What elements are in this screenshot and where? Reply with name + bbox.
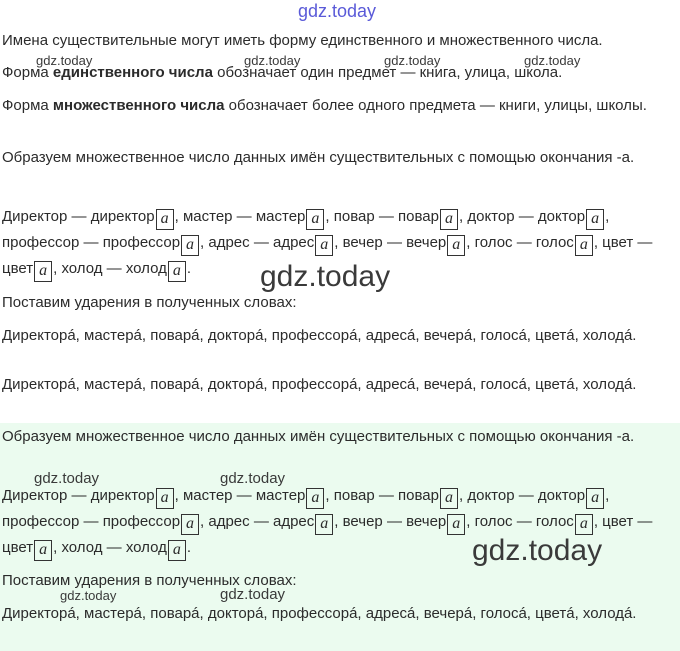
singular-word: голос: [474, 234, 513, 251]
plural-stem: голос: [535, 513, 574, 530]
task-text: Образуем множественное число данных имён существительных с помощью окончания -а.: [2, 149, 635, 166]
ending-box: а: [586, 488, 604, 509]
ending-box: а: [575, 514, 593, 535]
singular-word: цвет: [602, 234, 634, 251]
ending-box: а: [156, 488, 174, 509]
stressed-words: Директорá, мастерá, поварá, докторá, профессорá, адресá, вечерá, голосá, цветá, холодá.: [2, 376, 637, 393]
watermark: gdz.today: [384, 53, 441, 68]
watermark: gdz.today: [220, 586, 286, 603]
plural-stem: профессор: [102, 234, 181, 251]
watermark: gdz.today: [220, 470, 286, 487]
ending-box: а: [447, 514, 465, 535]
plural-stem: повар: [398, 208, 439, 225]
ending-box: а: [586, 209, 604, 230]
singular-word: повар: [333, 487, 375, 504]
stress-title: Поставим ударения в полученных словах:: [2, 572, 297, 589]
singular-word: Директор: [2, 487, 68, 504]
stressed-words: Директорá, мастерá, поварá, докторá, профессорá, адресá, вечерá, голосá, цветá, холодá.: [2, 605, 637, 622]
plural-stem: повар: [398, 487, 439, 504]
singular-word: вечер: [342, 234, 383, 251]
stressed-words: Директорá, мастерá, поварá, докторá, профессорá, адресá, вечерá, голосá, цветá, холодá.: [2, 327, 637, 344]
ending-box: а: [181, 235, 199, 256]
singular-word: цвет: [602, 513, 634, 530]
plural-stem: цвет: [2, 260, 34, 277]
singular-word: голос: [474, 513, 513, 530]
watermark: gdz.today: [60, 588, 117, 603]
singular-word: мастер: [182, 208, 233, 225]
plural-stem: холод: [125, 539, 167, 556]
singular-word: мастер: [182, 487, 233, 504]
ending-box: а: [440, 488, 458, 509]
singular-term: единственного числа: [52, 64, 213, 81]
plural-stem: директор: [90, 487, 155, 504]
plural-stem: вечер: [406, 234, 447, 251]
plural-stem: мастер: [255, 487, 306, 504]
task-text: Образуем множественное число данных имён существительных с помощью окончания -а.: [2, 428, 635, 445]
ending-box: а: [447, 235, 465, 256]
stress-title: Поставим ударения в полученных словах:: [2, 294, 297, 311]
intro-line: Имена существительные могут иметь форму единственного и множественного числа.: [2, 32, 603, 49]
singular-word: вечер: [342, 513, 383, 530]
singular-word: холод: [61, 539, 103, 556]
watermark: gdz.today: [244, 53, 301, 68]
ending-box: а: [34, 540, 52, 561]
singular-word: доктор: [467, 487, 515, 504]
plural-stem: доктор: [537, 208, 586, 225]
plural-stem: профессор: [102, 513, 181, 530]
plural-stem: доктор: [537, 487, 586, 504]
watermark: gdz.today: [36, 53, 93, 68]
plural-definition: Форма множественного числа обозначает более одного предмета — книги, улицы, школы.: [2, 97, 647, 114]
ending-box: а: [440, 209, 458, 230]
singular-word: адрес: [208, 513, 250, 530]
singular-word: адрес: [208, 234, 250, 251]
plural-stem: вечер: [406, 513, 447, 530]
plural-stem: голос: [535, 234, 574, 251]
header-watermark: gdz.today: [298, 1, 377, 21]
ending-box: а: [168, 261, 186, 282]
watermark: gdz.today: [472, 534, 603, 567]
word-pairs: Директор — директор а , мастер — мастер а , повар — повар а , доктор — доктор а , профессор — профессор а , адрес — адрес а , вечер — вечер а , голос — голос а , цвет — цвет а , холод — холод а .: [2, 483, 678, 561]
singular-word: холод: [61, 260, 103, 277]
plural-stem: адрес: [273, 234, 315, 251]
plural-stem: мастер: [255, 208, 306, 225]
ending-box: а: [306, 209, 324, 230]
plural-stem: адрес: [273, 513, 315, 530]
watermark: gdz.today: [524, 53, 581, 68]
word-pairs: Директор — директор а , мастер — мастер а , повар — повар а , доктор — доктор а , профессор — профессор а , адрес — адрес а , вечер — вечер а , голос — голос а , цвет — цвет а , холод — холод а .: [2, 204, 678, 282]
singular-word: профессор: [2, 513, 80, 530]
ending-box: а: [315, 235, 333, 256]
singular-word: доктор: [467, 208, 515, 225]
ending-box: а: [168, 540, 186, 561]
singular-word: Директор: [2, 208, 68, 225]
ending-box: а: [156, 209, 174, 230]
ending-box: а: [306, 488, 324, 509]
plural-stem: цвет: [2, 539, 34, 556]
singular-word: профессор: [2, 234, 80, 251]
plural-stem: холод: [125, 260, 167, 277]
watermark: gdz.today: [260, 260, 391, 293]
ending-box: а: [181, 514, 199, 535]
plural-stem: директор: [90, 208, 155, 225]
singular-word: повар: [333, 208, 375, 225]
watermark: gdz.today: [34, 470, 100, 487]
plural-term: множественного числа: [52, 97, 225, 114]
ending-box: а: [34, 261, 52, 282]
singular-definition: Форма единственного числа обозначает один предмет — книга, улица, школа.: [2, 64, 563, 81]
ending-box: а: [575, 235, 593, 256]
ending-box: а: [315, 514, 333, 535]
